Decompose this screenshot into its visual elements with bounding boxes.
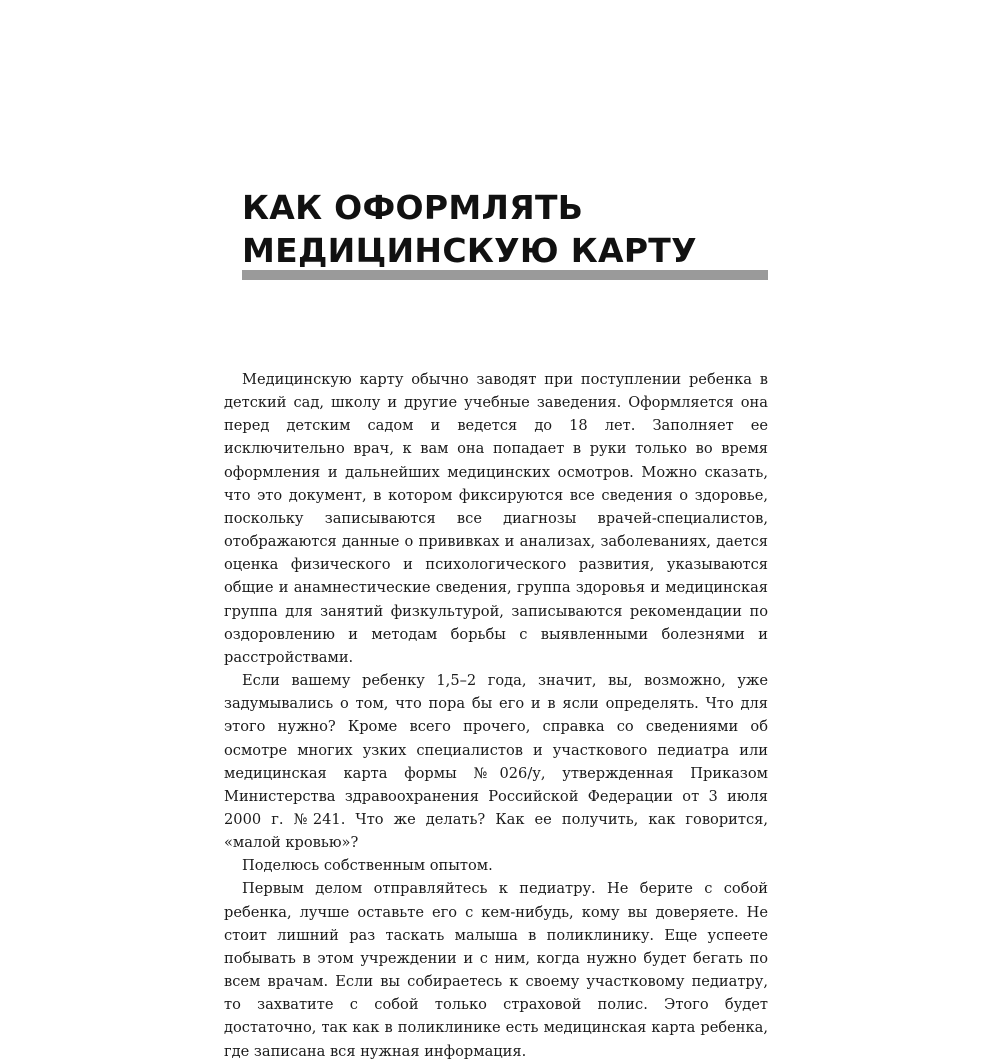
chapter-title [242,186,768,272]
body-paragraph-3: Поделюсь собственным опытом. [242,857,493,875]
body-paragraph-2: Если вашему ребенку 1,5–2 года, значит, вы, возможно, уже задумывались о том, что пора бы его и в ясли определять. Что для этого нужно? Кроме всего прочего, справка со сведениями об осмотре многих узких специалистов и участкового педиатра или медицинская карта формы №026/у, утвержденная Приказом Министерства здравоохранения Российской Федерации от 3 июля 2000 г. №241. Что же делать? Как ее получить, как говорится, «малой кровью»? [224,672,768,852]
body-paragraph-4: Первым делом отправляйтесь к педиатру. Не берите с собой ребенка, лучше оставьте его с кем-нибудь, кому вы доверяете. Не стоит лишний раз таскать малыша в поликлинику. Еще успеете побывать в этом учреждении и с ним, когда нужно будет бегать по всем врачам. Если вы собираетесь к своему участковому педиатру, то захватите с собой только страховой полис. Этого будет достаточно, так как в поликлинике есть медицинская карта ребенка, где записана вся нужная информация. [224,880,768,1060]
chapter-title-line-2: МЕДИЦИНСКУЮ КАРТУ [242,231,697,270]
chapter-body [224,368,768,1063]
title-underline-bar [242,270,768,280]
body-paragraph-1: Медицинскую карту обычно заводят при поступлении ребенка в детский сад, школу и другие учебные заведения. Оформляется она перед детским садом и ведется до 18 лет. Заполняет ее исключительно врач, к вам она попадает в руки только во время оформления и дальнейших медицинских осмотров. Можно сказать, что это документ, в котором фиксируются все сведения о здоровье, поскольку записываются все диагнозы врачей-специалистов, отображаются данные о прививках и анализах, заболеваниях, дается оценка физического и психологического развития, указываются общие и анамнестические сведения, группа здоровья и медицинская группа для занятий физкультурой, записываются рекомендации по оздоровлению и методам борьбы с выявленными болезнями и расстройствами. [224,371,768,666]
chapter-title-line-1: КАК ОФОРМЛЯТЬ [242,188,584,227]
